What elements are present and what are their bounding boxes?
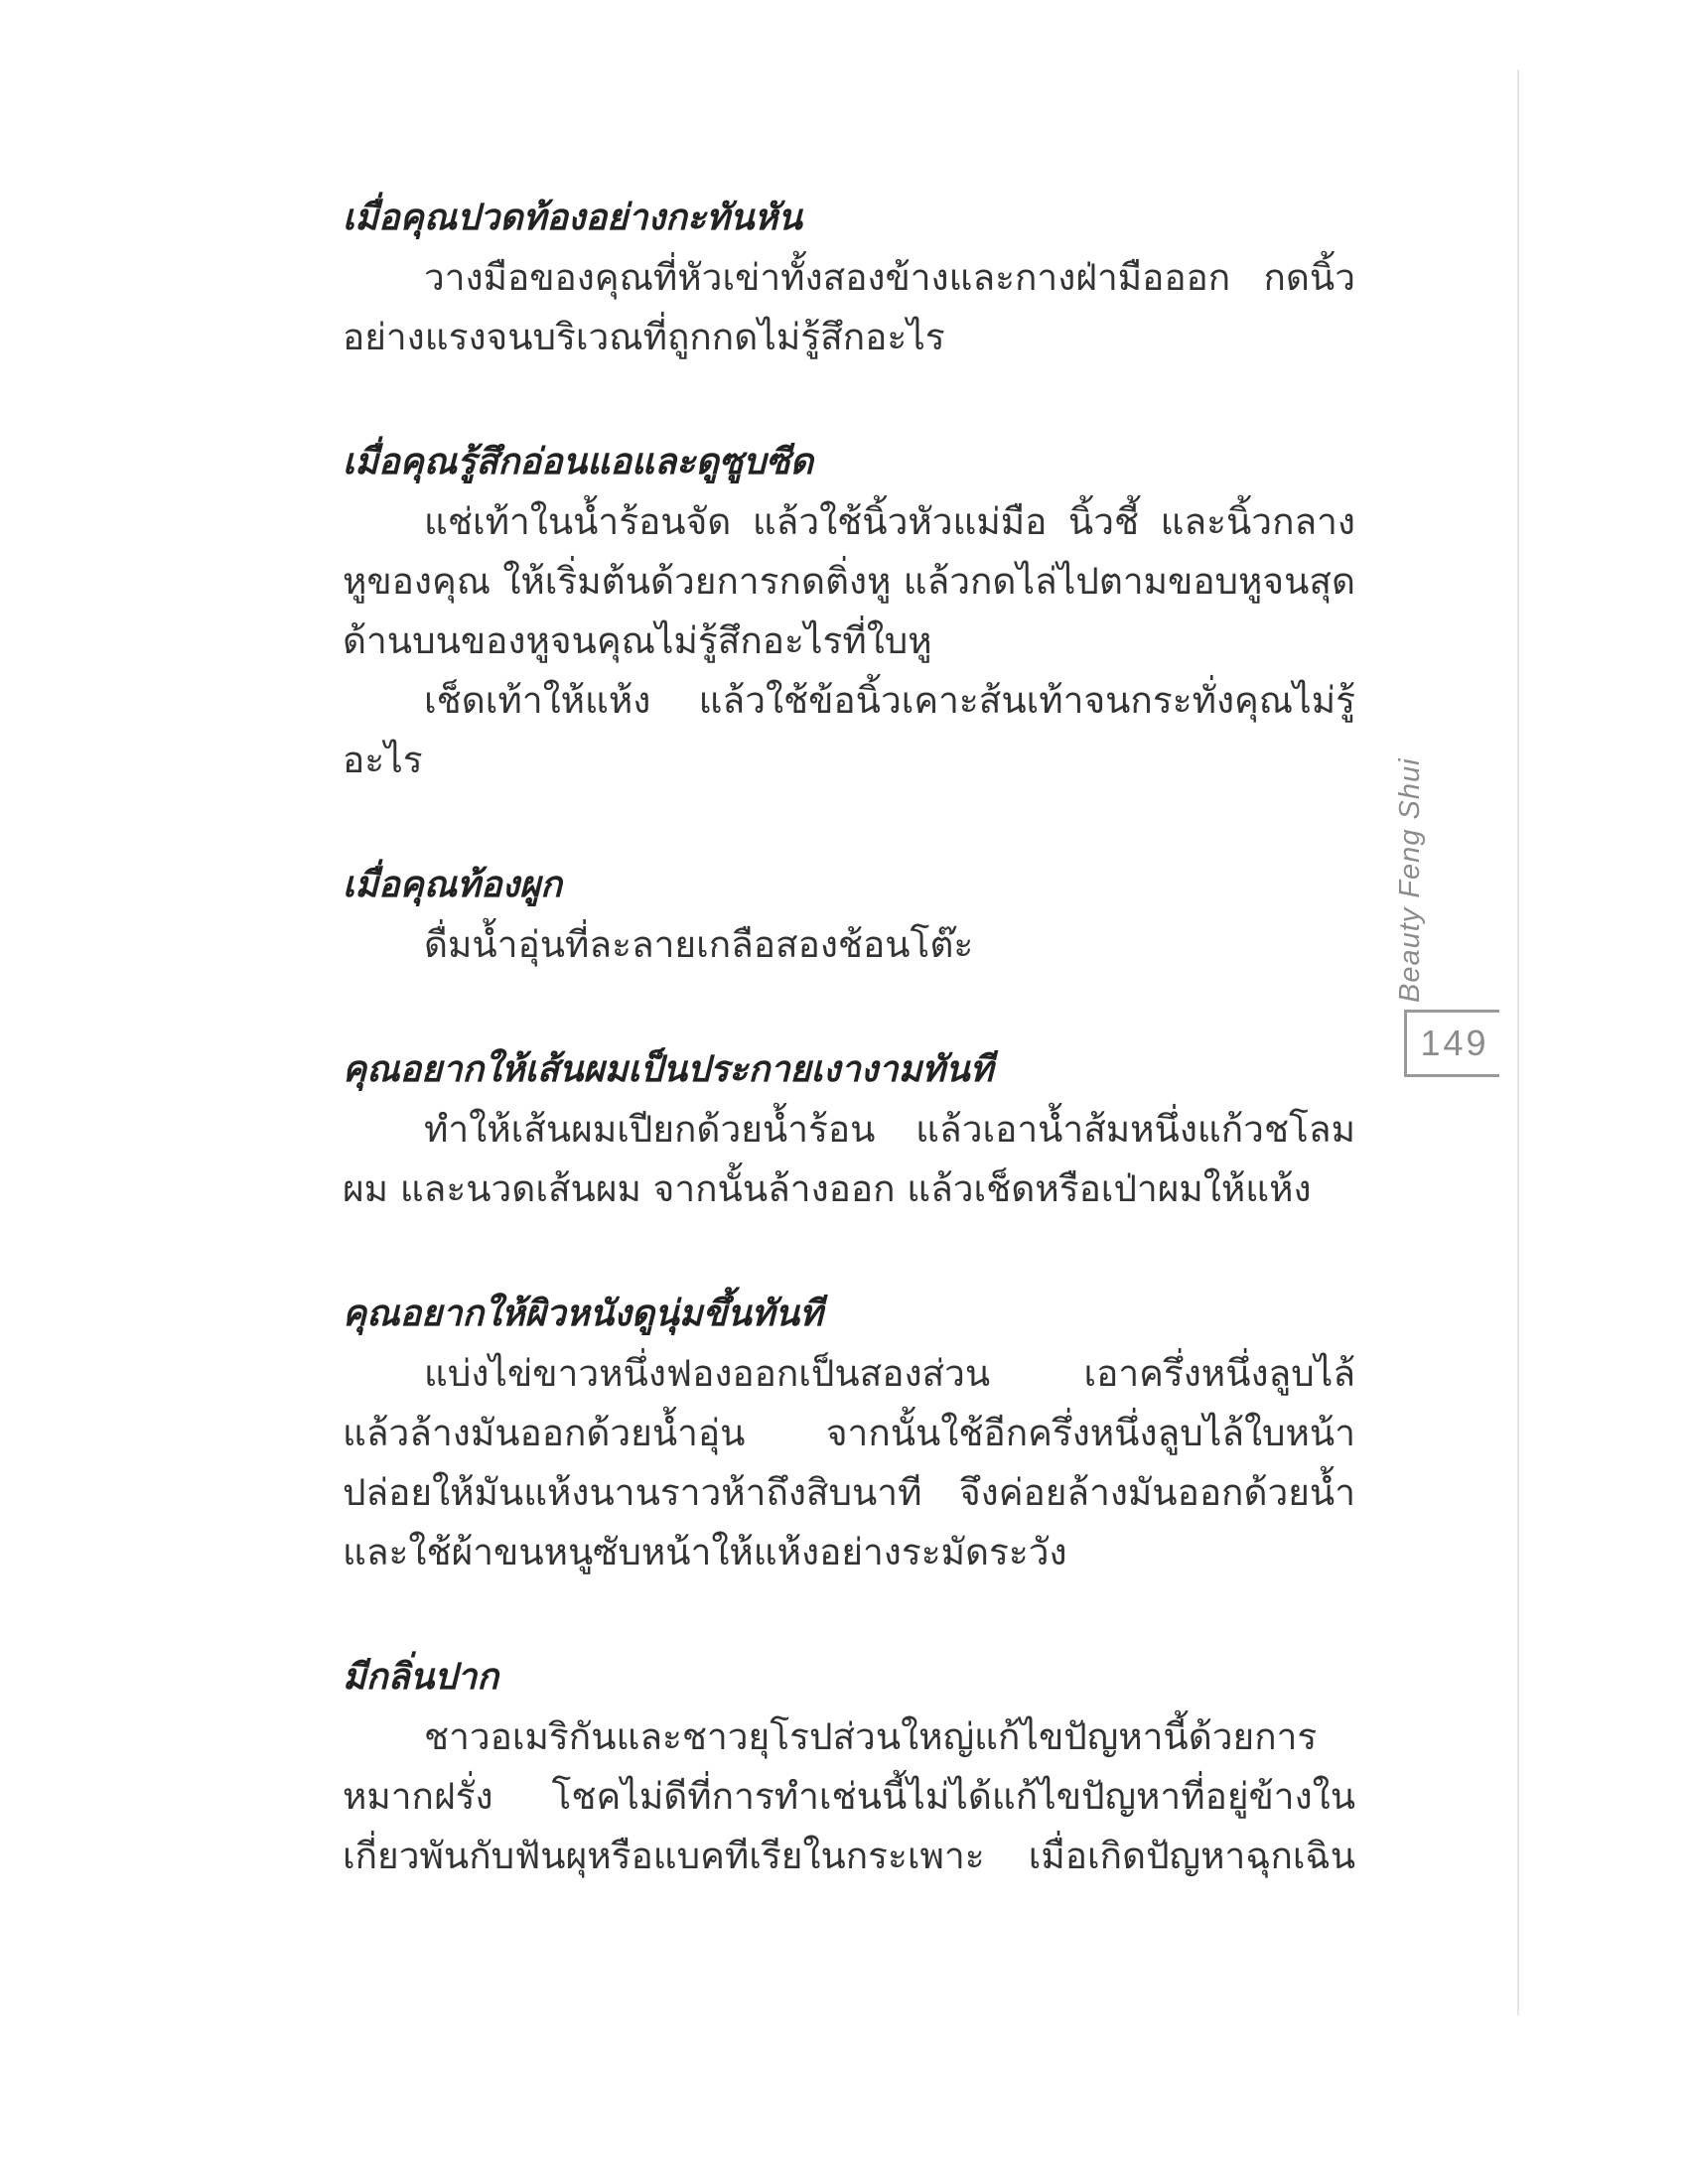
page-number-rule-top [1404,1010,1499,1013]
page-edge-line [1517,69,1519,2015]
text-line: ผม และนวดเส้นผม จากนั้นล้างออก แล้วเช็ดหรือเป่าผมให้แห้ง [343,1167,1312,1210]
page-number-rule-side [1404,1010,1407,1077]
section-constipation [343,856,1355,975]
section-sudden-stomach-ache [343,189,1355,367]
section-heading: เมื่อคุณท้องผูก [343,865,562,905]
text-line: ทำให้เส้นผมเปียกด้วยน้ำร้อน แล้วเอาน้ำส้มหนึ่งแก้วชโลม [424,1108,1355,1151]
paragraph [343,492,1355,671]
side-title-anchor [1390,757,1430,1004]
paragraph [343,915,1355,975]
section-shiny-hair [343,1040,1355,1219]
text-line: ด้านบนของหูจนคุณไม่รู้สึกอะไรที่ใบหู [343,619,932,662]
text-line: วางมือของคุณที่หัวเข่าทั้งสองข้างและกางฝ่ามือออก กดนิ้ว [424,256,1355,299]
section-bad-breath [343,1648,1355,1886]
page-number-rule-bottom [1404,1074,1499,1077]
text-line: หมากฝรั่ง โชคไม่ดีที่การทำเช่นนี้ไม่ได้แก้ไขปัญหาที่อยู่ข้างใน [343,1775,1355,1818]
paragraph [343,1707,1355,1886]
text-line: เช็ดเท้าให้แห้ง แล้วใช้ข้อนิ้วเคาะส้นเท้าจนกระทั่งคุณไม่รู้ [424,679,1355,722]
text-line: แล้วล้างมันออกด้วยน้ำอุ่น จากนั้นใช้อีกครึ่งหนึ่งลูบไล้ใบหน้า [343,1412,1355,1454]
text-line: เกี่ยวพันกับฟันผุหรือแบคทีเรียในกระเพาะ เมื่อเกิดปัญหาฉุกเฉิน [343,1835,1355,1877]
text-line: อะไร [343,739,423,781]
section-heading: มีกลิ่นปาก [343,1657,499,1698]
text-line: อย่างแรงจนบริเวณที่ถูกกดไม่รู้สึกอะไร [343,316,945,358]
paragraph [343,671,1355,790]
section-heading: เมื่อคุณปวดท้องอย่างกะทันหัน [343,198,802,238]
paragraph [343,248,1355,367]
text-line: ชาวอเมริกันและชาวยุโรปส่วนใหญ่แก้ไขปัญหานี้ด้วยการ [424,1715,1318,1758]
section-heading: คุณอยากให้ผิวหนังดูนุ่มขึ้นทันที [343,1294,823,1334]
page-body [343,189,1355,1952]
text-line: แช่เท้าในน้ำร้อนจัด แล้วใช้นิ้วหัวแม่มือ นิ้วชี้ และนิ้วกลาง [424,500,1355,543]
section-weak-and-pale [343,433,1355,790]
page-number: 149 [1420,1023,1489,1063]
paragraph [343,1100,1355,1219]
text-line: แบ่งไข่ขาวหนึ่งฟองออกเป็นสองส่วน เอาครึ่งหนึ่งลูบไล้ [424,1352,1355,1395]
running-side-title: Beauty Feng Shui [1394,757,1426,1003]
text-line: ปล่อยให้มันแห้งนานราวห้าถึงสิบนาที จึงค่อยล้างมันออกด้วยน้ำ [343,1471,1355,1514]
text-line: และใช้ผ้าขนหนูซับหน้าให้แห้งอย่างระมัดระวัง [343,1531,1067,1573]
text-line: ดื่มน้ำอุ่นที่ละลายเกลือสองช้อนโต๊ะ [424,923,974,966]
section-heading: คุณอยากให้เส้นผมเป็นประกายเงางามทันที [343,1049,994,1090]
section-soft-skin [343,1285,1355,1582]
text-line: หูของคุณ ให้เริ่มต้นด้วยการกดติ่งหู แล้วกดไล่ไปตามขอบหูจนสุด [343,560,1355,603]
paragraph [343,1344,1355,1582]
section-heading: เมื่อคุณรู้สึกอ่อนแอและดูซูบซีด [343,442,813,482]
